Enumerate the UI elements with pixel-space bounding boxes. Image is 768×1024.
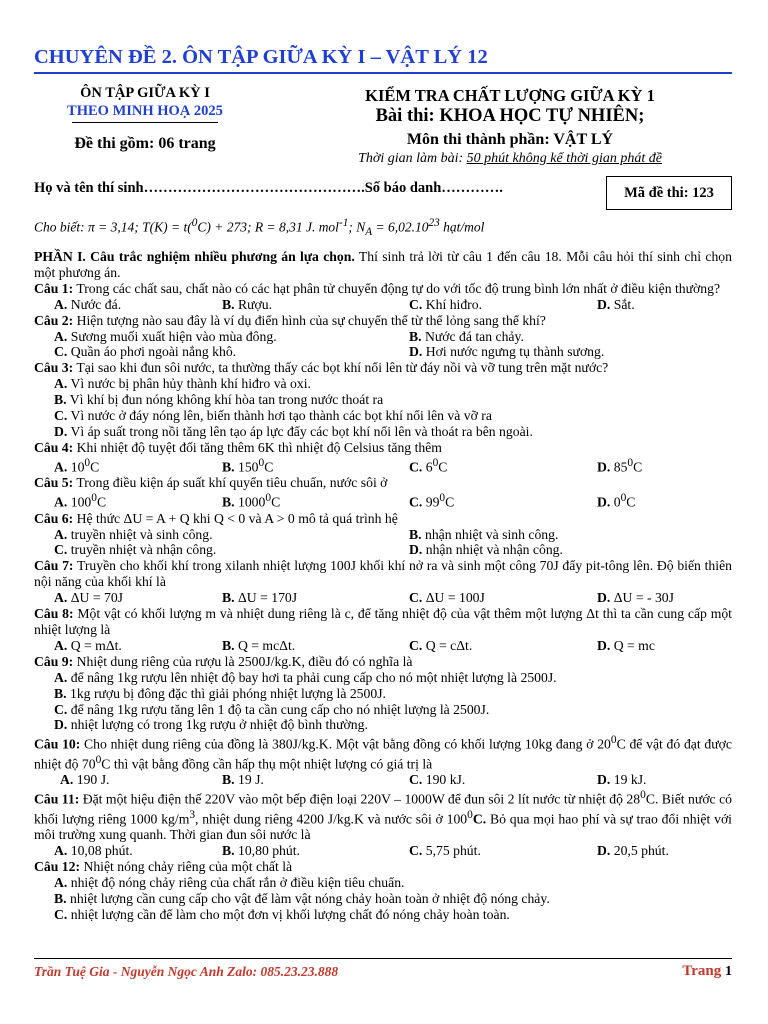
option-text: 1kg rượu bị đông đặc thì giải phóng nhiệt lượng là 2500J. bbox=[66, 685, 386, 701]
given-text: C) + 273; R = 8,31 J. mol bbox=[197, 219, 339, 235]
component-subject: Môn thi thành phần: VẬT LÝ bbox=[406, 131, 614, 148]
exam-subject: Bài thi: KHOA HỌC TỰ NHIÊN; bbox=[375, 106, 645, 126]
time-value: 50 phút không kể thời gian phát đề bbox=[466, 151, 662, 166]
question-number: Câu 4: bbox=[34, 439, 74, 455]
options-row bbox=[34, 527, 732, 543]
option-text: nhận nhiệt và nhận công. bbox=[422, 542, 563, 558]
option-a[interactable] bbox=[34, 875, 732, 891]
question-text: Nhiệt dung riêng của rượu là 2500J/kg.K, điều đó có nghĩa là bbox=[73, 653, 413, 669]
option-text: 85 bbox=[610, 459, 628, 475]
option-letter: A. bbox=[54, 376, 68, 392]
question-9 bbox=[34, 654, 732, 670]
option-letter: B. bbox=[409, 328, 422, 344]
degree-sup: 0 bbox=[439, 492, 446, 505]
option-b[interactable] bbox=[222, 456, 409, 475]
option-a[interactable] bbox=[34, 456, 222, 475]
option-letter: D. bbox=[597, 459, 611, 475]
option-text: truyền nhiệt và sinh công. bbox=[67, 526, 213, 542]
question-text: C để vật đó đạt được nhiệt độ 70 bbox=[34, 736, 732, 772]
option-d[interactable] bbox=[597, 456, 642, 475]
unit: C bbox=[626, 494, 636, 510]
student-info-line: Họ và tên thí sinh……………………………………….Số báo danh…………. bbox=[34, 180, 503, 196]
option-a[interactable] bbox=[34, 843, 222, 859]
given-sup: -1 bbox=[338, 217, 349, 229]
degree-sup: 0 bbox=[467, 808, 473, 821]
question-number: Câu 1: bbox=[34, 280, 74, 296]
question-number: Câu 8: bbox=[34, 606, 74, 622]
option-c[interactable] bbox=[34, 907, 732, 923]
option-text: Sương muối xuất hiện vào mùa đông. bbox=[67, 328, 277, 344]
option-text: nhiệt lượng cần để làm cho một đơn vị khối lượng chất đó nóng chảy hoàn toàn. bbox=[67, 906, 510, 922]
question-number: Câu 3: bbox=[34, 360, 74, 376]
options-row bbox=[34, 491, 732, 510]
option-c[interactable] bbox=[409, 491, 597, 510]
option-c[interactable] bbox=[409, 590, 597, 606]
option-letter: B. bbox=[222, 772, 235, 788]
option-text: 190 J. bbox=[73, 772, 110, 788]
degree-sup: 0 bbox=[640, 789, 646, 802]
option-text: Nước đá tan chảy. bbox=[421, 328, 524, 344]
unit: C bbox=[264, 459, 274, 475]
question-5 bbox=[34, 475, 732, 491]
option-d[interactable] bbox=[409, 542, 563, 558]
option-d[interactable] bbox=[34, 717, 732, 733]
option-letter: D. bbox=[409, 344, 423, 360]
option-letter: B. bbox=[222, 590, 235, 606]
option-letter: B. bbox=[54, 890, 67, 906]
time-limit bbox=[290, 150, 730, 167]
option-letter: A. bbox=[54, 494, 68, 510]
option-d[interactable] bbox=[597, 638, 655, 654]
option-letter: D. bbox=[54, 717, 68, 733]
option-letter: B. bbox=[222, 494, 235, 510]
option-a[interactable] bbox=[34, 527, 409, 543]
question-2 bbox=[34, 313, 732, 329]
option-text: nhiệt độ nóng chảy riêng của chất rắn ở điều kiện tiêu chuẩn. bbox=[67, 874, 405, 890]
option-b[interactable] bbox=[34, 891, 732, 907]
option-text: Q = mcΔt. bbox=[234, 637, 296, 653]
question-text: Trong các chất sau, chất nào có các hạt phân tử chuyển động tự do với tốc độ trung bình lớn nhất ở điều kiện thường? bbox=[73, 280, 721, 296]
question-text: Truyền cho khối khí trong xilanh nhiệt lượng 100J khối khí nở ra và sinh một công 70J đẩy pit-tông lên. Độ biến thiên nội năng của khối khí là bbox=[34, 558, 732, 590]
option-letter: D. bbox=[597, 494, 611, 510]
degree-sup: 0 bbox=[620, 492, 627, 505]
question-1 bbox=[34, 281, 732, 297]
unit: C bbox=[90, 459, 100, 475]
option-b[interactable] bbox=[34, 686, 732, 702]
option-text: ΔU = 170J bbox=[234, 590, 298, 606]
cube-sup: 3 bbox=[189, 808, 196, 821]
review-label: ÔN TẬP GIỮA KỲ I bbox=[80, 85, 210, 101]
unit: C bbox=[445, 494, 455, 510]
question-4 bbox=[34, 440, 732, 456]
option-c[interactable] bbox=[34, 408, 732, 424]
option-b[interactable] bbox=[34, 392, 732, 408]
option-letter: A. bbox=[54, 874, 68, 890]
option-text: 0 bbox=[610, 494, 621, 510]
option-b[interactable] bbox=[222, 638, 409, 654]
degree-sup: 0 bbox=[84, 456, 91, 469]
option-letter: B. bbox=[54, 392, 67, 408]
option-d[interactable] bbox=[597, 297, 635, 313]
option-letter: A. bbox=[54, 590, 68, 606]
option-text: Nước đá. bbox=[67, 296, 122, 312]
option-text: truyền nhiệt và nhận công. bbox=[67, 542, 217, 558]
question-text: C. bbox=[472, 811, 487, 827]
given-sup: 23 bbox=[428, 217, 440, 229]
options-row bbox=[34, 638, 732, 654]
option-c[interactable] bbox=[409, 456, 597, 475]
given-text: hạt/mol bbox=[439, 219, 485, 235]
option-c[interactable] bbox=[34, 702, 732, 718]
option-text: để nâng 1kg rượu lên nhiệt độ bay hơi ta phải cung cấp cho nó một nhiệt lượng là 2500J. bbox=[67, 669, 557, 685]
option-letter: D. bbox=[597, 590, 611, 606]
question-text: Hiện tượng nào sau đây là ví dụ điển hình của sự chuyển thể từ thể lỏng sang thể khí? bbox=[73, 312, 546, 328]
option-letter: C. bbox=[409, 459, 423, 475]
unit: C bbox=[633, 459, 643, 475]
option-a[interactable] bbox=[34, 491, 222, 510]
option-text: 100 bbox=[67, 494, 92, 510]
option-text: 150 bbox=[234, 459, 259, 475]
options-row bbox=[34, 843, 732, 859]
question-3 bbox=[34, 360, 732, 376]
options-row bbox=[34, 772, 732, 788]
page-value: 1 bbox=[725, 964, 732, 979]
options-row bbox=[34, 344, 732, 360]
option-text: Quần áo phơi ngoài nắng khô. bbox=[67, 344, 237, 360]
option-text: Rượu. bbox=[234, 296, 273, 312]
footer-authors: Trần Tuệ Gia - Nguyễn Ngọc Anh Zalo: 085.23.23.888 bbox=[34, 964, 339, 979]
option-text: Q = mc bbox=[610, 637, 655, 653]
option-letter: A. bbox=[54, 459, 68, 475]
option-letter: D. bbox=[597, 296, 611, 312]
option-b[interactable] bbox=[222, 772, 409, 788]
option-text: Q = mΔt. bbox=[67, 637, 122, 653]
option-letter: C. bbox=[409, 843, 423, 858]
option-text: 19 kJ. bbox=[610, 772, 647, 788]
option-letter: A. bbox=[54, 843, 68, 858]
option-letter: C. bbox=[54, 542, 68, 558]
question-text: Hệ thức ΔU = A + Q khi Q < 0 và A > 0 mô tả quá trình hệ bbox=[73, 510, 398, 526]
degree-sup: 0 bbox=[95, 753, 102, 766]
option-text: 20,5 phút. bbox=[610, 843, 669, 858]
question-text: Cho nhiệt dung riêng của đồng là 380J/kg.K. Một vật bằng đồng có khối lượng 10kg đang ở 20 bbox=[80, 736, 611, 752]
option-letter: C. bbox=[409, 494, 423, 510]
option-b[interactable] bbox=[409, 329, 524, 345]
option-letter: A. bbox=[54, 328, 68, 344]
left-header-block bbox=[40, 84, 250, 153]
option-text: Q = cΔt. bbox=[422, 637, 473, 653]
questions-area bbox=[34, 249, 732, 923]
option-c[interactable] bbox=[34, 344, 409, 360]
question-6 bbox=[34, 511, 732, 527]
degree-sup: 0 bbox=[258, 456, 265, 469]
question-10 bbox=[34, 733, 732, 772]
exam-code-box: Mã đề thi: 123 bbox=[606, 176, 732, 210]
option-letter: A. bbox=[54, 526, 68, 542]
footer-divider bbox=[34, 958, 732, 959]
option-b[interactable] bbox=[222, 491, 409, 510]
option-text: Vì nước bị phân hủy thành khí hiđro và oxi. bbox=[67, 376, 311, 392]
option-c[interactable] bbox=[34, 542, 409, 558]
question-text: Một vật có khối lượng m và nhiệt dung riêng là c, để tăng nhiệt độ của vật thêm một lượng Δt thì ta cần cung cấp một nhiệt lượng là bbox=[34, 606, 732, 637]
option-letter: D. bbox=[597, 637, 611, 653]
option-c[interactable] bbox=[409, 638, 597, 654]
given-sup: 0 bbox=[191, 217, 198, 229]
option-letter: B. bbox=[54, 685, 67, 701]
option-text: Vì áp suất trong nồi tăng lên tạo áp lực đẩy các bọt khí nổi lên và thoát ra bên ngoài. bbox=[67, 423, 533, 439]
option-text: 6 bbox=[422, 459, 433, 475]
option-b[interactable] bbox=[222, 297, 409, 313]
option-text: để nâng 1kg rượu tăng lên 1 độ ta cần cung cấp cho nó nhiệt lượng là 2500J. bbox=[67, 701, 490, 717]
option-letter: B. bbox=[409, 526, 422, 542]
option-d[interactable] bbox=[597, 590, 674, 606]
option-letter: D. bbox=[54, 423, 68, 439]
left-divider bbox=[72, 122, 218, 123]
degree-sup: 0 bbox=[265, 492, 272, 505]
option-text: ΔU = - 30J bbox=[610, 590, 674, 606]
option-letter: C. bbox=[54, 906, 68, 922]
question-8 bbox=[34, 606, 732, 638]
question-7 bbox=[34, 558, 732, 590]
option-a[interactable] bbox=[34, 772, 222, 788]
option-b[interactable] bbox=[409, 527, 558, 543]
topic-title: CHUYÊN ĐỀ 2. ÔN TẬP GIỮA KỲ I – VẬT LÝ 12 bbox=[34, 46, 488, 68]
option-text: nhiệt lượng cần cung cấp cho vật để làm vật nóng chảy hoàn toàn ở nhiệt độ nóng chảy. bbox=[66, 890, 550, 906]
option-letter: A. bbox=[60, 772, 74, 788]
option-d[interactable] bbox=[409, 344, 604, 360]
time-prefix: Thời gian làm bài: bbox=[358, 151, 467, 166]
exam-heading: KIỂM TRA CHẤT LƯỢNG GIỮA KỲ 1 bbox=[365, 86, 655, 105]
question-number: Câu 7: bbox=[34, 558, 74, 574]
option-letter: C. bbox=[409, 637, 423, 653]
option-d[interactable] bbox=[597, 843, 669, 859]
unit: C bbox=[438, 459, 448, 475]
option-text: ΔU = 100J bbox=[422, 590, 485, 606]
option-letter: B. bbox=[222, 459, 235, 475]
question-number: Câu 6: bbox=[34, 510, 74, 526]
option-letter: C. bbox=[409, 590, 423, 606]
option-a[interactable] bbox=[34, 376, 732, 392]
option-letter: A. bbox=[54, 637, 68, 653]
page-count: Đề thi gồm: 06 trang bbox=[74, 135, 216, 152]
question-number: Câu 2: bbox=[34, 312, 74, 328]
part1-desc: Thí sinh trả lời từ câu 1 đến câu 18. Mỗi câu hỏi thí sinh chỉ chọn một phương án. bbox=[34, 249, 732, 280]
question-number: Câu 12: bbox=[34, 858, 81, 874]
given-text: Cho biết: π = 3,14; T(K) = t( bbox=[34, 219, 192, 235]
option-letter: D. bbox=[597, 772, 611, 788]
option-text: 19 J. bbox=[234, 772, 264, 788]
option-letter: A. bbox=[54, 669, 68, 685]
option-c[interactable] bbox=[409, 297, 597, 313]
option-text: Hơi nước ngưng tụ thành sương. bbox=[422, 344, 605, 360]
option-letter: C. bbox=[409, 296, 423, 312]
given-constants bbox=[34, 217, 484, 238]
option-text: Sắt. bbox=[610, 296, 635, 312]
option-b[interactable] bbox=[222, 843, 409, 859]
option-a[interactable] bbox=[34, 329, 409, 345]
degree-sup: 0 bbox=[627, 456, 634, 469]
question-11 bbox=[34, 788, 732, 843]
options-row bbox=[34, 542, 732, 558]
option-letter: C. bbox=[54, 701, 68, 717]
degree-sup: 0 bbox=[610, 734, 617, 747]
option-text: Vì nước ở đáy nóng lên, biến thành hơi tạo thành các bọt khí nổi lên và vỡ ra bbox=[67, 408, 492, 424]
option-text: Khí hiđro. bbox=[422, 296, 483, 312]
option-letter: D. bbox=[409, 542, 423, 558]
sample-label: THEO MINH HOẠ 2025 bbox=[67, 103, 223, 119]
question-text: Bỏ qua mọi hao phí và sự trao đổi nhiệt với môi trường xung quanh. Thời gian đun sôi nước là bbox=[34, 811, 732, 843]
degree-sup: 0 bbox=[91, 492, 97, 505]
option-text: nhận nhiệt và sinh công. bbox=[421, 526, 559, 542]
given-sub: A bbox=[365, 226, 373, 239]
option-letter: C. bbox=[409, 772, 423, 788]
option-b[interactable] bbox=[222, 590, 409, 606]
option-letter: B. bbox=[222, 843, 235, 858]
option-text: 5,75 phút. bbox=[422, 843, 481, 858]
question-number: Câu 9: bbox=[34, 653, 74, 669]
option-text: 190 kJ. bbox=[422, 772, 466, 788]
option-letter: D. bbox=[597, 843, 611, 858]
question-12 bbox=[34, 859, 732, 875]
question-number: Câu 5: bbox=[34, 475, 74, 491]
option-d[interactable] bbox=[597, 772, 646, 788]
option-letter: B. bbox=[222, 637, 235, 653]
question-text: Trong điều kiện áp suất khí quyển tiêu chuẩn, nước sôi ở bbox=[73, 475, 388, 491]
option-text: ΔU = 70J bbox=[67, 590, 123, 606]
option-text: 10 bbox=[67, 459, 85, 475]
option-letter: A. bbox=[54, 296, 68, 312]
options-row bbox=[34, 297, 732, 313]
degree-sup: 0 bbox=[432, 456, 439, 469]
right-header-block bbox=[290, 86, 730, 167]
option-text: 10,08 phút. bbox=[67, 843, 133, 858]
option-d[interactable] bbox=[597, 491, 635, 510]
option-text: 10,80 phút. bbox=[234, 843, 300, 858]
question-text: , nhiệt dung riêng 4200 J/kg.K và nước sôi ở 100 bbox=[195, 811, 468, 827]
option-text: 99 bbox=[422, 494, 440, 510]
given-text: = 6,02.10 bbox=[372, 219, 429, 235]
option-d[interactable] bbox=[34, 424, 732, 440]
option-text: 1000 bbox=[234, 494, 266, 510]
page-label: Trang bbox=[682, 963, 725, 979]
options-row bbox=[34, 329, 732, 345]
option-a[interactable] bbox=[34, 670, 732, 686]
part1-intro bbox=[34, 249, 732, 281]
option-c[interactable] bbox=[409, 843, 597, 859]
question-text: C thì vật bằng đồng cần hấp thụ một nhiệt lượng có giá trị là bbox=[101, 756, 433, 772]
question-text: Nhiệt nóng chảy riêng của một chất là bbox=[80, 858, 293, 874]
option-a[interactable] bbox=[34, 297, 222, 313]
question-text: Tại sao khi đun sôi nước, ta thường thấy các bọt khí nổi lên từ đáy nồi và vỡ tung trên mặt nước? bbox=[73, 360, 609, 376]
option-text: nhiệt lượng có trong 1kg rượu ở nhiệt độ bình thường. bbox=[67, 717, 368, 733]
unit: C bbox=[96, 494, 107, 510]
part1-title: PHẦN I. Câu trắc nghiệm nhiều phương án lựa chọn. bbox=[34, 249, 355, 264]
unit: C bbox=[271, 494, 281, 510]
option-letter: C. bbox=[54, 408, 68, 424]
option-a[interactable] bbox=[34, 638, 222, 654]
question-text: C. Biết nước có khối lượng riêng 1000 kg/m bbox=[34, 791, 732, 827]
options-row bbox=[34, 590, 732, 606]
question-number: Câu 11: bbox=[34, 791, 80, 807]
given-text: ; N bbox=[348, 219, 366, 235]
question-text: Khi nhiệt độ tuyệt đối tăng thêm 6K thì nhiệt độ Celsius tăng thêm bbox=[73, 439, 442, 455]
title-underline bbox=[34, 72, 732, 74]
page-number bbox=[682, 963, 732, 980]
option-letter: B. bbox=[222, 296, 235, 312]
option-a[interactable] bbox=[34, 590, 222, 606]
option-c[interactable] bbox=[409, 772, 597, 788]
question-number: Câu 10: bbox=[34, 736, 81, 752]
options-row bbox=[34, 456, 732, 475]
option-text: Vì khí bị đun nóng không khí hòa tan trong nước thoát ra bbox=[66, 392, 384, 408]
option-letter: C. bbox=[54, 344, 68, 360]
question-text: Đặt một hiệu điện thế 220V vào một bếp điện loại 220V – 1000W để đun sôi 2 lít nước từ nhiệt độ 28 bbox=[79, 791, 641, 807]
